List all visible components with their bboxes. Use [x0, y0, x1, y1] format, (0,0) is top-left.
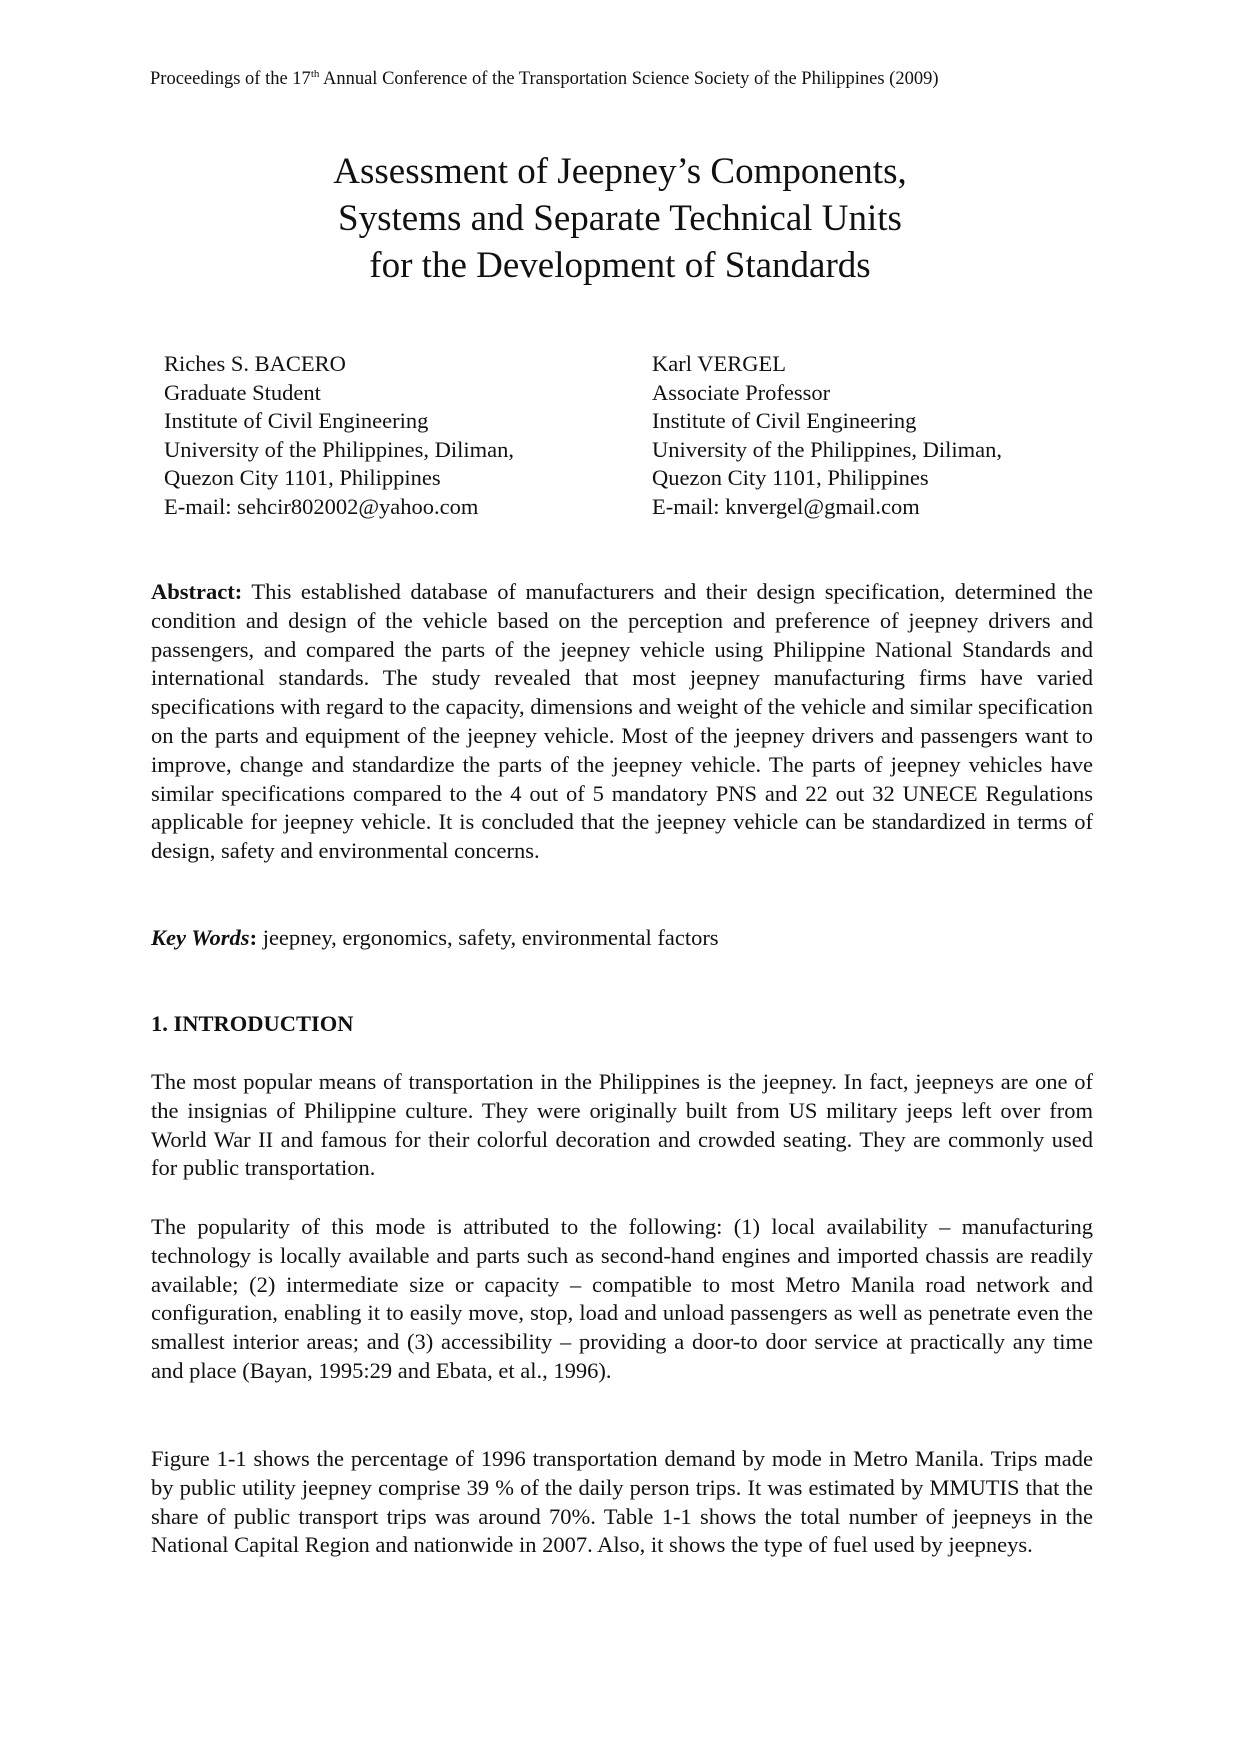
author-city: Quezon City 1101, Philippines — [164, 465, 441, 490]
author-university: University of the Philippines, Diliman, — [652, 436, 1002, 462]
paragraph: Figure 1-1 shows the percentage of 1996 transportation demand by mode in Metro Manila. Trips made by public utility jeepney comprise 39 % of the daily person trips. It was estimated by MMUTIS that the share of public transport trips was around 70%. Table 1-1 shows the total number of jeepneys in the National Capital Region and nationwide in 2007. Also, it shows the type of fuel used by jeepneys. — [151, 1446, 1093, 1558]
section-heading: 1. INTRODUCTION — [151, 1011, 354, 1036]
author-block-2 — [652, 350, 1002, 521]
author-position: Associate Professor — [652, 379, 831, 405]
title-line: Systems and Separate Technical Units — [338, 198, 902, 239]
running-header-pre: Proceedings of the 17 — [150, 69, 311, 90]
author-block-1 — [164, 350, 514, 521]
author-position: Graduate Student — [164, 379, 321, 405]
keywords-label: Key Words — [151, 925, 250, 950]
paper-title — [250, 148, 990, 289]
author-department: Institute of Civil Engineering — [164, 408, 429, 433]
running-header-post: Annual Conference of the Transportation Science Society of the Philippines (2009) — [319, 69, 939, 90]
abstract — [151, 578, 1093, 866]
author-department: Institute of Civil Engineering — [652, 408, 917, 433]
author-name: Riches S. BACERO — [164, 351, 346, 376]
title-line: for the Development of Standards — [369, 245, 871, 286]
running-header-superscript: th — [310, 68, 320, 80]
keywords-colon: : — [249, 925, 258, 950]
abstract-label: Abstract: — [151, 579, 243, 604]
author-city: Quezon City 1101, Philippines — [652, 465, 929, 490]
author-name: Karl VERGEL — [652, 351, 786, 376]
author-email: E-mail: knvergel@gmail.com — [652, 493, 920, 519]
paragraph: The popularity of this mode is attributed to the following: (1) local availability – manufacturing technology is locally available and parts such as second-hand engines and imported chassis are readily available; (2) intermediate size or capacity – compatible to most Metro Manila road network and configuration, enabling it to easily move, stop, load and unload passengers as well as penetrate even the smallest interior areas; and (3) accessibility – providing a door-to door service at practically any time and place (Bayan, 1995:29 and Ebata, et al., 1996). — [151, 1214, 1093, 1383]
title-line: Assessment of Jeepney’s Components, — [333, 151, 907, 192]
keywords-text: jeepney, ergonomics, safety, environmental factors — [257, 925, 719, 950]
running-header — [150, 68, 939, 90]
author-university: University of the Philippines, Diliman, — [164, 436, 514, 462]
author-email: E-mail: sehcir802002@yahoo.com — [164, 493, 479, 519]
paragraph: The most popular means of transportation in the Philippines is the jeepney. In fact, jeepneys are one of the insignias of Philippine culture. They were originally built from US military jeeps left over from World War II and famous for their colorful decoration and crowded seating. They are commonly used for public transportation. — [151, 1069, 1093, 1181]
keywords — [151, 924, 1093, 953]
abstract-text: This established database of manufacturers and their design specification, determined the condition and design of the vehicle based on the perception and preference of jeepney drivers and passengers, and compared the parts of the jeepney vehicle using Philippine National Standards and international standards. The study revealed that most jeepney manufacturing firms have varied specifications with regard to the capacity, dimensions and weight of the vehicle and similar specification on the parts and equipment of the jeepney vehicle. Most of the jeepney drivers and passengers want to improve, change and standardize the parts of the jeepney vehicle. The parts of jeepney vehicles have similar specifications compared to the 4 out of 5 mandatory PNS and 22 out 32 UNECE Regulations applicable for jeepney vehicle. It is concluded that the jeepney vehicle can be standardized in terms of design, safety and environmental concerns. — [151, 579, 1093, 864]
